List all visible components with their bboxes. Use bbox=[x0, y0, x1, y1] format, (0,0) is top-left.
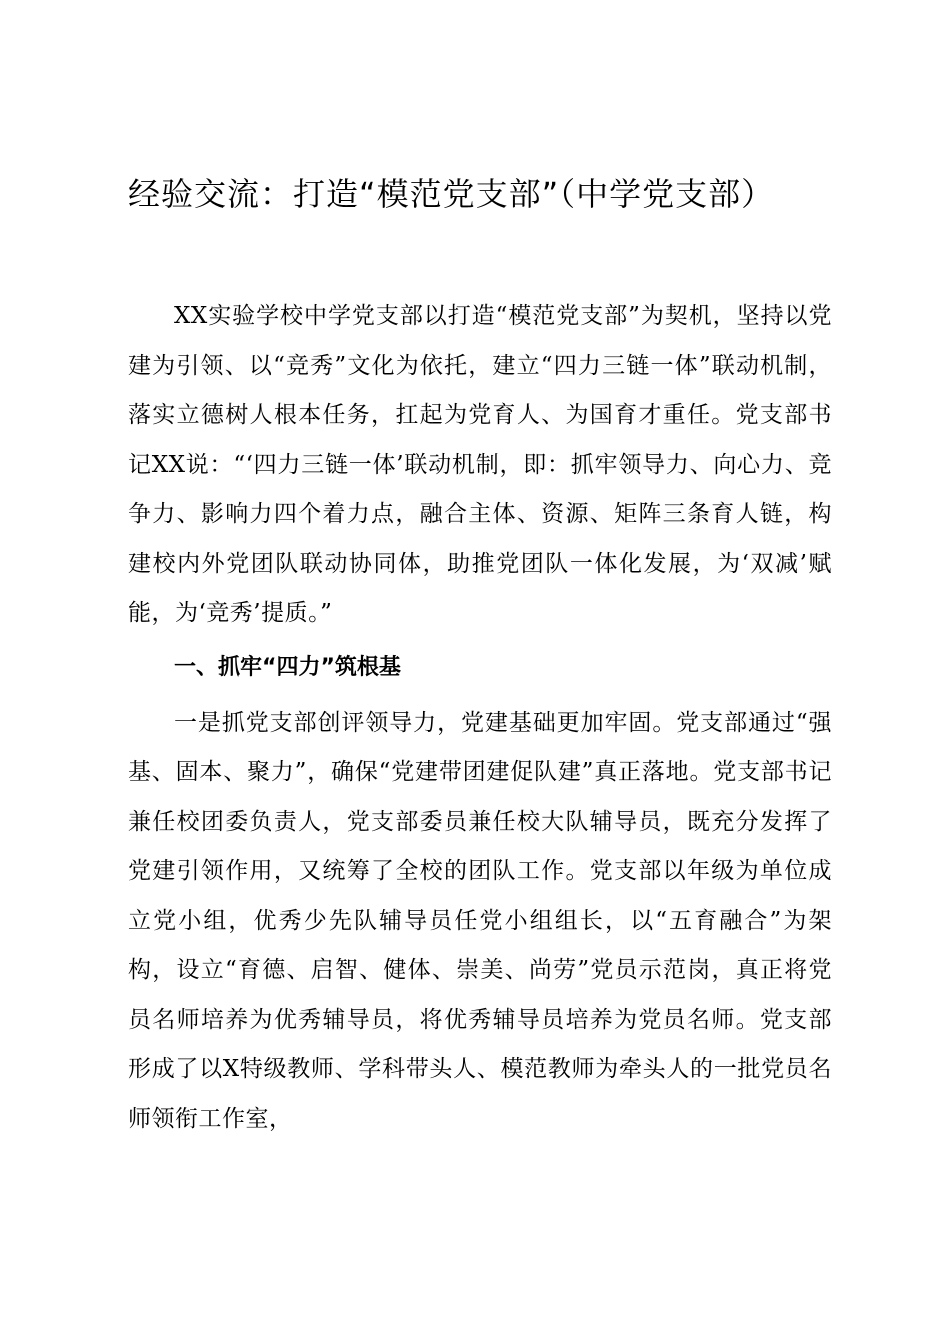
document-body bbox=[128, 292, 832, 1144]
document-title: 经验交流：打造“模范党支部”（中学党支部） bbox=[128, 175, 775, 213]
section-heading: 一、抓牢“四力”筑根基 bbox=[174, 654, 401, 680]
intro-paragraph: XX实验学校中学党支部以打造“模范党支部”为契机，坚持以党建为引领、以“竞秀”文化为依托，建立“四力三链一体”联动机制，落实立德树人根本任务，扛起为党育人、为国育才重任。党支部书记XX说：“‘四力三链一体’联动机制，即：抓牢领导力、向心力、竞争力、影响力四个着力点，融合主体、资源、矩阵三条育人链，构建校内外党团队联动协同体，助推党团队一体化发展，为‘双减’赋能，为‘竞秀’提质。” bbox=[128, 303, 832, 626]
section-paragraph: 一是抓党支部创评领导力，党建基础更加牢固。党支部通过“强基、固本、聚力”，确保“党建带团建促队建”真正落地。党支部书记兼任校团委负责人，党支部委员兼任校大队辅导员，既充分发挥了党建引领作用，又统筹了全校的团队工作。党支部以年级为单位成立党小组，优秀少先队辅导员任党小组组长，以“五育融合”为架构，设立“育德、启智、健体、崇美、尚劳”党员示范岗，真正将党员名师培养为优秀辅导员，将优秀辅导员培养为党员名师。党支部形成了以X特级教师、学科带头人、模范教师为牵头人的一批党员名师领衔工作室， bbox=[128, 709, 832, 1132]
